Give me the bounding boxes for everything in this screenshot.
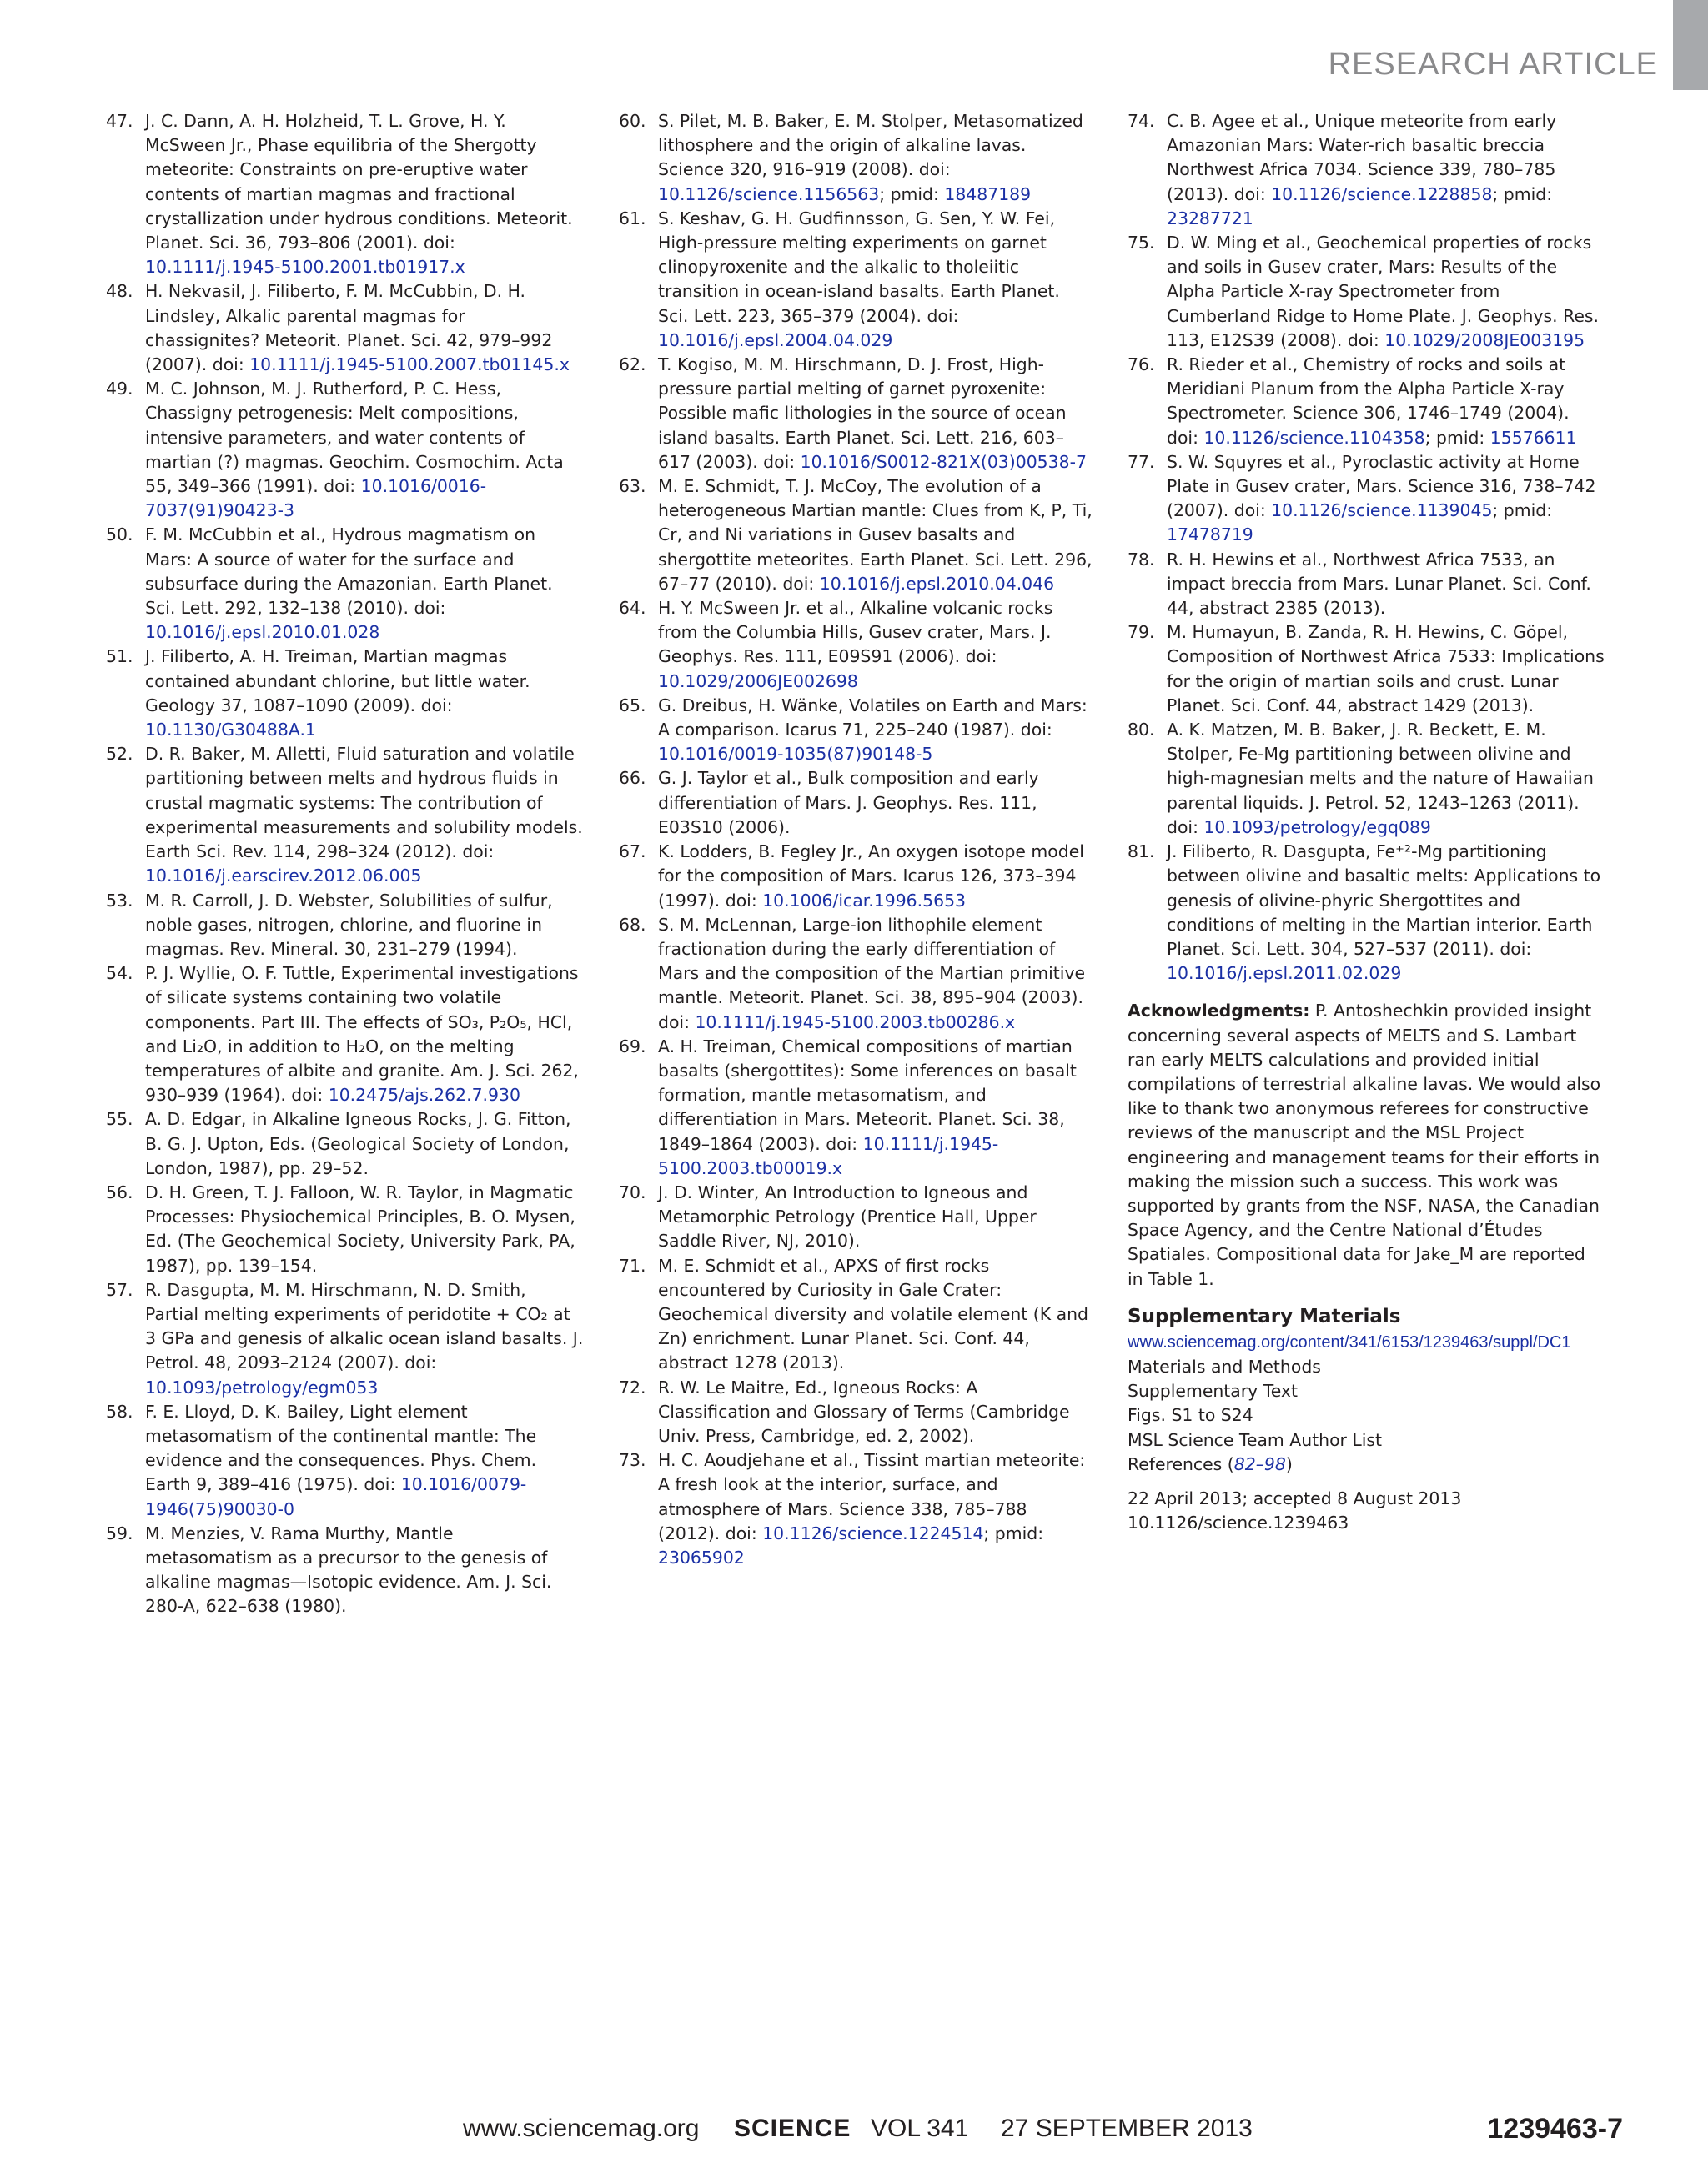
reference-text: R. H. Hewins et al., Northwest Africa 7533, an impact breccia from Mars. Lunar Planet. Sci. Conf. 44, abstract 2385 (2013).	[1167, 549, 1591, 619]
doi-link[interactable]: 10.1111/j.1945-5100.2003.tb00019.x	[658, 1133, 999, 1178]
section-label: RESEARCH ARTICLE	[1328, 47, 1658, 82]
reference-item	[619, 1448, 1094, 1570]
supplementary-item: Supplementary Text	[1128, 1381, 1298, 1402]
supplementary-item: MSL Science Team Author List	[1128, 1429, 1383, 1450]
reference-number: 54.	[106, 963, 133, 984]
reference-item	[106, 523, 585, 645]
reference-number: 60.	[619, 111, 646, 131]
reference-number: 68.	[619, 914, 646, 935]
reference-number: 55.	[106, 1109, 133, 1130]
doi-link[interactable]: 10.1126/science.1139045	[1271, 500, 1493, 521]
reference-number: 76.	[1128, 354, 1155, 375]
reference-item	[619, 207, 1094, 353]
reference-text: ; pmid:	[1492, 183, 1553, 204]
pmid-link[interactable]: 17478719	[1167, 524, 1253, 545]
reference-number: 47.	[106, 111, 133, 131]
reference-number: 49.	[106, 379, 133, 399]
reference-text: M. Humayun, B. Zanda, R. H. Hewins, C. Göpel, Composition of Northwest Africa 7533: Implications for the origin of martian soils and crust. Lunar Planet. Sci. Conf. 44, abstract 1429 (2013).	[1167, 622, 1605, 715]
pmid-link[interactable]: 23287721	[1167, 208, 1253, 228]
reference-item	[1128, 840, 1605, 986]
reference-item	[106, 1181, 585, 1278]
references-list	[1128, 109, 1605, 986]
doi-link[interactable]: 10.1016/0019-1035(87)90148-5	[658, 744, 933, 765]
reference-item	[106, 645, 585, 742]
doi-link[interactable]: 10.1016/j.epsl.2010.04.046	[819, 573, 1055, 594]
acknowledgments	[1128, 999, 1605, 1291]
reference-number: 70.	[619, 1182, 646, 1202]
doi-link[interactable]: 10.1126/science.1228858	[1271, 183, 1493, 204]
reference-text: F. E. Lloyd, D. K. Bailey, Light element metasomatism of the continental mantle: The evidence and the consequences. Phys. Chem. Earth 9, 389–416 (1975). doi:	[145, 1401, 537, 1495]
reference-item	[619, 840, 1094, 913]
pmid-link[interactable]: 15576611	[1489, 427, 1577, 448]
reference-item	[106, 1107, 585, 1181]
reference-number: 65.	[619, 695, 646, 715]
reference-item	[619, 913, 1094, 1035]
reference-text: D. W. Ming et al., Geochemical properties of rocks and soils in Gusev crater, Mars: Results of the Alpha Particle X-ray Spectrometer from Cumberland Ridge to Home Plate. J. Geophys. Res. 113, E12S39 (2008). doi:	[1167, 233, 1599, 350]
pmid-link[interactable]: 18487189	[944, 183, 1032, 204]
reference-text: M. C. Johnson, M. J. Rutherford, P. C. Hess, Chassigny petrogenesis: Melt compositions, intensive parameters, and water contents of martian (?) magmas. Geochim. Cosmochim. Acta 55, 349–366 (1991). doi:	[145, 379, 564, 497]
footer-volume: VOL 341	[871, 2115, 969, 2142]
acknowledgments-label: Acknowledgments:	[1128, 1001, 1310, 1021]
references-column-2	[619, 109, 1094, 1570]
pmid-link[interactable]: 23065902	[658, 1547, 745, 1568]
supplementary-references-link[interactable]: 82–98	[1233, 1453, 1286, 1474]
doi-link[interactable]: 10.1093/petrology/egm053	[145, 1377, 379, 1398]
reference-text: R. Rieder et al., Chemistry of rocks and soils at Meridiani Planum from the Alpha Particle X-ray Spectrometer. Science 306, 1746–1749 (2004). doi:	[1167, 354, 1570, 448]
reference-text: M. Menzies, V. Rama Murthy, Mantle metasomatism as a precursor to the genesis of alkaline magmas—Isotopic evidence. Am. J. Sci. 280-A, 622–638 (1980).	[145, 1523, 552, 1617]
reference-text: H. Y. McSween Jr. et al., Alkaline volcanic rocks from the Columbia Hills, Gusev crater, Mars. J. Geophys. Res. 111, E09S91 (2006). doi:	[658, 598, 1053, 667]
reference-text: S. W. Squyres et al., Pyroclastic activity at Home Plate in Gusev crater, Mars. Science 316, 738–742 (2007). doi:	[1167, 451, 1596, 521]
reference-text: G. J. Taylor et al., Bulk composition and early differentiation of Mars. J. Geophys. Res. 111, E03S10 (2006).	[658, 768, 1039, 837]
reference-item	[619, 1254, 1094, 1376]
reference-number: 67.	[619, 841, 646, 862]
reference-number: 57.	[106, 1279, 133, 1300]
reference-number: 74.	[1128, 111, 1155, 131]
doi-link[interactable]: 10.1111/j.1945-5100.2001.tb01917.x	[145, 257, 465, 278]
reference-text: M. E. Schmidt et al., APXS of first rocks encountered by Curiosity in Gale Crater: Geochemical diversity and volatile element (K and Zn) enrichment. Lunar Planet. Sci. Conf. 44, abstract 1278 (2013).	[658, 1255, 1088, 1373]
acknowledgments-text: P. Antoshechkin provided insight concerning several aspects of MELTS and S. Lambart ran early MELTS calculations and provided initial compilations of terrestrial alkaline lavas. We would also like to thank two anonymous referees for constructive reviews of the manuscript and the MSL Project engineering and management teams for their efforts in making the mission such a success. This work was supported by grants from the NSF, NASA, the Canadian Space Agency, and the Centre National d’Études Spatiales. Compositional data for Jake_M are reported in Table 1.	[1128, 1001, 1601, 1289]
reference-number: 52.	[106, 744, 133, 765]
footer-date: 27 SEPTEMBER 2013	[1001, 2115, 1253, 2142]
reference-number: 73.	[619, 1450, 646, 1471]
received-accepted-dates: 22 April 2013; accepted 8 August 2013	[1128, 1488, 1462, 1508]
reference-item	[619, 109, 1094, 207]
reference-item	[106, 109, 585, 279]
article-doi: 10.1126/science.1239463	[1128, 1513, 1349, 1533]
reference-text: R. Dasgupta, M. M. Hirschmann, N. D. Smith, Partial melting experiments of peridotite + CO₂ at 3 GPa and genesis of alkalic ocean island basalts. J. Petrol. 48, 2093–2124 (2007). doi:	[145, 1279, 584, 1373]
reference-text: P. J. Wyllie, O. F. Tuttle, Experimental investigations of silicate systems containing two volatile components. Part III. The effects of SO₃, P₂O₅, HCl, and Li₂O, in addition to H₂O, on the melting temperatures of albite and granite. Am. J. Sci. 262, 930–939 (1964). doi:	[145, 963, 579, 1106]
reference-number: 69.	[619, 1036, 646, 1056]
reference-item	[106, 377, 585, 523]
reference-text: D. H. Green, T. J. Falloon, W. R. Taylor, in Magmatic Processes: Physiochemical Principles, B. O. Mysen, Ed. (The Geochemical Society, University Park, PA, 1987), pp. 139–154.	[145, 1182, 575, 1276]
supplementary-item: Materials and Methods	[1128, 1356, 1321, 1377]
reference-text: S. Keshav, G. H. Gudfinnsson, G. Sen, Y. W. Fei, High-pressure melting experiments on garnet clinopyroxenite and the alkalic to tholeiitic transition in ocean-island basalts. Earth Planet. Sci. Lett. 223, 365–379 (2004). doi:	[658, 208, 1060, 326]
doi-link[interactable]: 10.1029/2008JE003195	[1384, 329, 1585, 350]
reference-number: 72.	[619, 1377, 646, 1398]
doi-link[interactable]: 10.1016/j.epsl.2004.04.029	[658, 329, 893, 350]
reference-text: J. Filiberto, A. H. Treiman, Martian magmas contained abundant chlorine, but little water. Geology 37, 1087–1090 (2009). doi:	[145, 646, 530, 715]
reference-item	[619, 766, 1094, 840]
supplementary-url-link[interactable]: www.sciencemag.org/content/341/6153/1239463/suppl/DC1	[1128, 1332, 1571, 1352]
supplementary-references: References (82–98)	[1128, 1453, 1293, 1474]
reference-number: 75.	[1128, 233, 1155, 253]
reference-text: M. E. Schmidt, T. J. McCoy, The evolution of a heterogeneous Martian mantle: Clues from K, P, Ti, Cr, and Ni variations in Gusev basalts and shergottite meteorites. Earth Planet. Sci. Lett. 296, 67–77 (2010). doi:	[658, 476, 1093, 594]
reference-number: 56.	[106, 1182, 133, 1202]
doi-link[interactable]: 10.1029/2006JE002698	[658, 670, 858, 691]
doi-link[interactable]: 10.1111/j.1945-5100.2003.tb00286.x	[695, 1011, 1016, 1032]
doi-link[interactable]: 10.1016/0079-1946(75)90030-0	[145, 1474, 527, 1519]
reference-item	[619, 596, 1094, 694]
doi-link[interactable]: 10.1016/S0012-821X(03)00538-7	[800, 451, 1087, 472]
reference-item	[106, 742, 585, 888]
reference-item	[106, 1522, 585, 1619]
reference-number: 64.	[619, 598, 646, 619]
supplementary-item: Figs. S1 to S24	[1128, 1405, 1253, 1426]
doi-link[interactable]: 10.1016/j.epsl.2010.01.028	[145, 622, 380, 643]
reference-item	[106, 889, 585, 962]
doi-link[interactable]: 10.1111/j.1945-5100.2007.tb01145.x	[249, 354, 570, 375]
reference-text: K. Lodders, B. Fegley Jr., An oxygen isotope model for the composition of Mars. Icarus 126, 373–394 (1997). doi:	[658, 841, 1084, 911]
reference-number: 62.	[619, 354, 646, 375]
reference-item	[106, 961, 585, 1107]
doi-link[interactable]: 10.1016/0016-7037(91)90423-3	[145, 476, 487, 521]
reference-text: J. D. Winter, An Introduction to Igneous and Metamorphic Petrology (Prentice Hall, Upper Saddle River, NJ, 2010).	[658, 1182, 1037, 1252]
reference-number: 78.	[1128, 549, 1155, 570]
doi-link[interactable]: 10.1006/icar.1996.5653	[762, 890, 967, 911]
doi-link[interactable]: 10.1016/j.earscirev.2012.06.005	[145, 866, 422, 886]
reference-item	[106, 1400, 585, 1522]
reference-item	[619, 694, 1094, 767]
doi-link[interactable]: 10.1130/G30488A.1	[145, 720, 316, 740]
reference-text: M. R. Carroll, J. D. Webster, Solubilities of sulfur, noble gases, nitrogen, chlorine, and fluorine in magmas. Rev. Mineral. 30, 231–279 (1994).	[145, 890, 553, 959]
supplementary-heading: Supplementary Materials	[1128, 1305, 1401, 1327]
doi-link[interactable]: 10.1126/science.1104358	[1203, 427, 1425, 448]
reference-number: 71.	[619, 1255, 646, 1276]
reference-item	[619, 353, 1094, 474]
reference-text: ; pmid:	[879, 183, 945, 204]
doi-link[interactable]: 10.1126/science.1156563	[658, 183, 880, 204]
footer-page-number: 1239463-7	[1487, 2113, 1623, 2145]
doi-link[interactable]: 10.2475/ajs.262.7.930	[328, 1085, 520, 1106]
reference-item	[1128, 450, 1605, 548]
reference-text: ; pmid:	[983, 1523, 1044, 1543]
reference-item	[619, 1376, 1094, 1449]
reference-text: T. Kogiso, M. M. Hirschmann, D. J. Frost, High-pressure partial melting of garnet pyroxenite: Possible mafic lithologies in the source of ocean island basalts. Earth Planet. Sci. Lett. 216, 603–617 (2003). doi:	[658, 354, 1067, 472]
reference-item	[1128, 353, 1605, 450]
reference-item	[106, 279, 585, 377]
reference-number: 77.	[1128, 451, 1155, 472]
reference-text: ; pmid:	[1424, 427, 1490, 448]
footer-site[interactable]: www.sciencemag.org	[463, 2115, 700, 2142]
reference-item	[619, 1181, 1094, 1254]
doi-link[interactable]: 10.1016/j.epsl.2011.02.029	[1167, 963, 1402, 984]
reference-number: 53.	[106, 890, 133, 911]
reference-item	[1128, 548, 1605, 621]
doi-link[interactable]: 10.1126/science.1224514	[762, 1523, 984, 1543]
reference-text: A. K. Matzen, M. B. Baker, J. R. Beckett, E. M. Stolper, Fe-Mg partitioning between olivine and high-magnesian melts and the nature of Hawaiian parental liquids. J. Petrol. 52, 1243–1263 (2011). doi:	[1167, 720, 1594, 837]
references-column-1	[106, 109, 585, 1619]
reference-text: A. D. Edgar, in Alkaline Igneous Rocks, J. G. Fitton, B. G. J. Upton, Eds. (Geological Society of London, London, 1987), pp. 29–52.	[145, 1109, 571, 1178]
reference-item	[619, 474, 1094, 596]
reference-number: 81.	[1128, 841, 1155, 862]
reference-item	[1128, 620, 1605, 718]
reference-number: 50.	[106, 524, 133, 545]
reference-item	[1128, 231, 1605, 353]
reference-item	[619, 1035, 1094, 1181]
reference-number: 58.	[106, 1401, 133, 1422]
reference-number: 63.	[619, 476, 646, 497]
reference-number: 59.	[106, 1523, 133, 1543]
doi-link[interactable]: 10.1093/petrology/egq089	[1203, 816, 1431, 837]
references-column-3	[1128, 109, 1605, 1535]
page-footer	[0, 2115, 1708, 2151]
reference-text: A. H. Treiman, Chemical compositions of martian basalts (shergottites): Some inferences on basalt formation, mantle metasomatism, and differentiation in Mars. Meteorit. Planet. Sci. 38, 1849–1864 (2003). doi:	[658, 1036, 1077, 1154]
reference-text: S. Pilet, M. B. Baker, E. M. Stolper, Metasomatized lithosphere and the origin of alkaline lavas. Science 320, 916–919 (2008). doi:	[658, 111, 1083, 180]
reference-text: H. Nekvasil, J. Filiberto, F. M. McCubbin, D. H. Lindsley, Alkalic parental magmas for chassignites? Meteorit. Planet. Sci. 42, 979–992 (2007). doi:	[145, 281, 553, 375]
reference-text: J. C. Dann, A. H. Holzheid, T. L. Grove, H. Y. McSween Jr., Phase equilibria of the Shergotty meteorite: Constraints on pre-eruptive water contents of martian magmas and fractional crystallization under hydrous conditions. Meteorit. Planet. Sci. 36, 793–806 (2001). doi:	[145, 111, 573, 253]
reference-text: H. C. Aoudjehane et al., Tissint martian meteorite: A fresh look at the interior, surface, and atmosphere of Mars. Science 338, 785–788 (2012). doi:	[658, 1450, 1086, 1543]
reference-text: C. B. Agee et al., Unique meteorite from early Amazonian Mars: Water-rich basaltic breccia Northwest Africa 7034. Science 339, 780–785 (2013). doi:	[1167, 111, 1557, 204]
reference-number: 66.	[619, 768, 646, 789]
reference-item	[1128, 109, 1605, 231]
reference-number: 51.	[106, 646, 133, 667]
reference-text: F. M. McCubbin et al., Hydrous magmatism on Mars: A source of water for the surface and subsurface during the Amazonian. Earth Planet. Sci. Lett. 292, 132–138 (2010). doi:	[145, 524, 553, 619]
reference-text: D. R. Baker, M. Alletti, Fluid saturation and volatile partitioning between melts and hydrous fluids in crustal magmatic systems: The contribution of experimental measurements and solubility models. Earth Sci. Rev. 114, 298–324 (2012). doi:	[145, 744, 583, 862]
reference-number: 79.	[1128, 622, 1155, 643]
footer-journal: SCIENCE	[734, 2115, 851, 2142]
corner-tab	[1673, 0, 1708, 90]
reference-item	[106, 1278, 585, 1400]
reference-text: G. Dreibus, H. Wänke, Volatiles on Earth and Mars: A comparison. Icarus 71, 225–240 (1987). doi:	[658, 695, 1088, 740]
reference-number: 48.	[106, 281, 133, 302]
reference-text: J. Filiberto, R. Dasgupta, Fe⁺²-Mg partitioning between olivine and basaltic melts: Applications to genesis of olivine-phyric Shergottites and conditions of melting in the Martian interior. Earth Planet. Sci. Lett. 304, 527–537 (2011). doi:	[1167, 841, 1601, 959]
reference-text: ; pmid:	[1492, 500, 1553, 521]
reference-number: 80.	[1128, 720, 1155, 740]
reference-number: 61.	[619, 208, 646, 228]
reference-text: S. M. McLennan, Large-ion lithophile element fractionation during the early differentiation of Mars and the composition of the Martian primitive mantle. Meteorit. Planet. Sci. 38, 895–904 (2003). doi:	[658, 914, 1086, 1032]
reference-item	[1128, 718, 1605, 840]
reference-text: R. W. Le Maitre, Ed., Igneous Rocks: A Classification and Glossary of Terms (Cambridge Univ. Press, Cambridge, ed. 2, 2002).	[658, 1377, 1070, 1446]
